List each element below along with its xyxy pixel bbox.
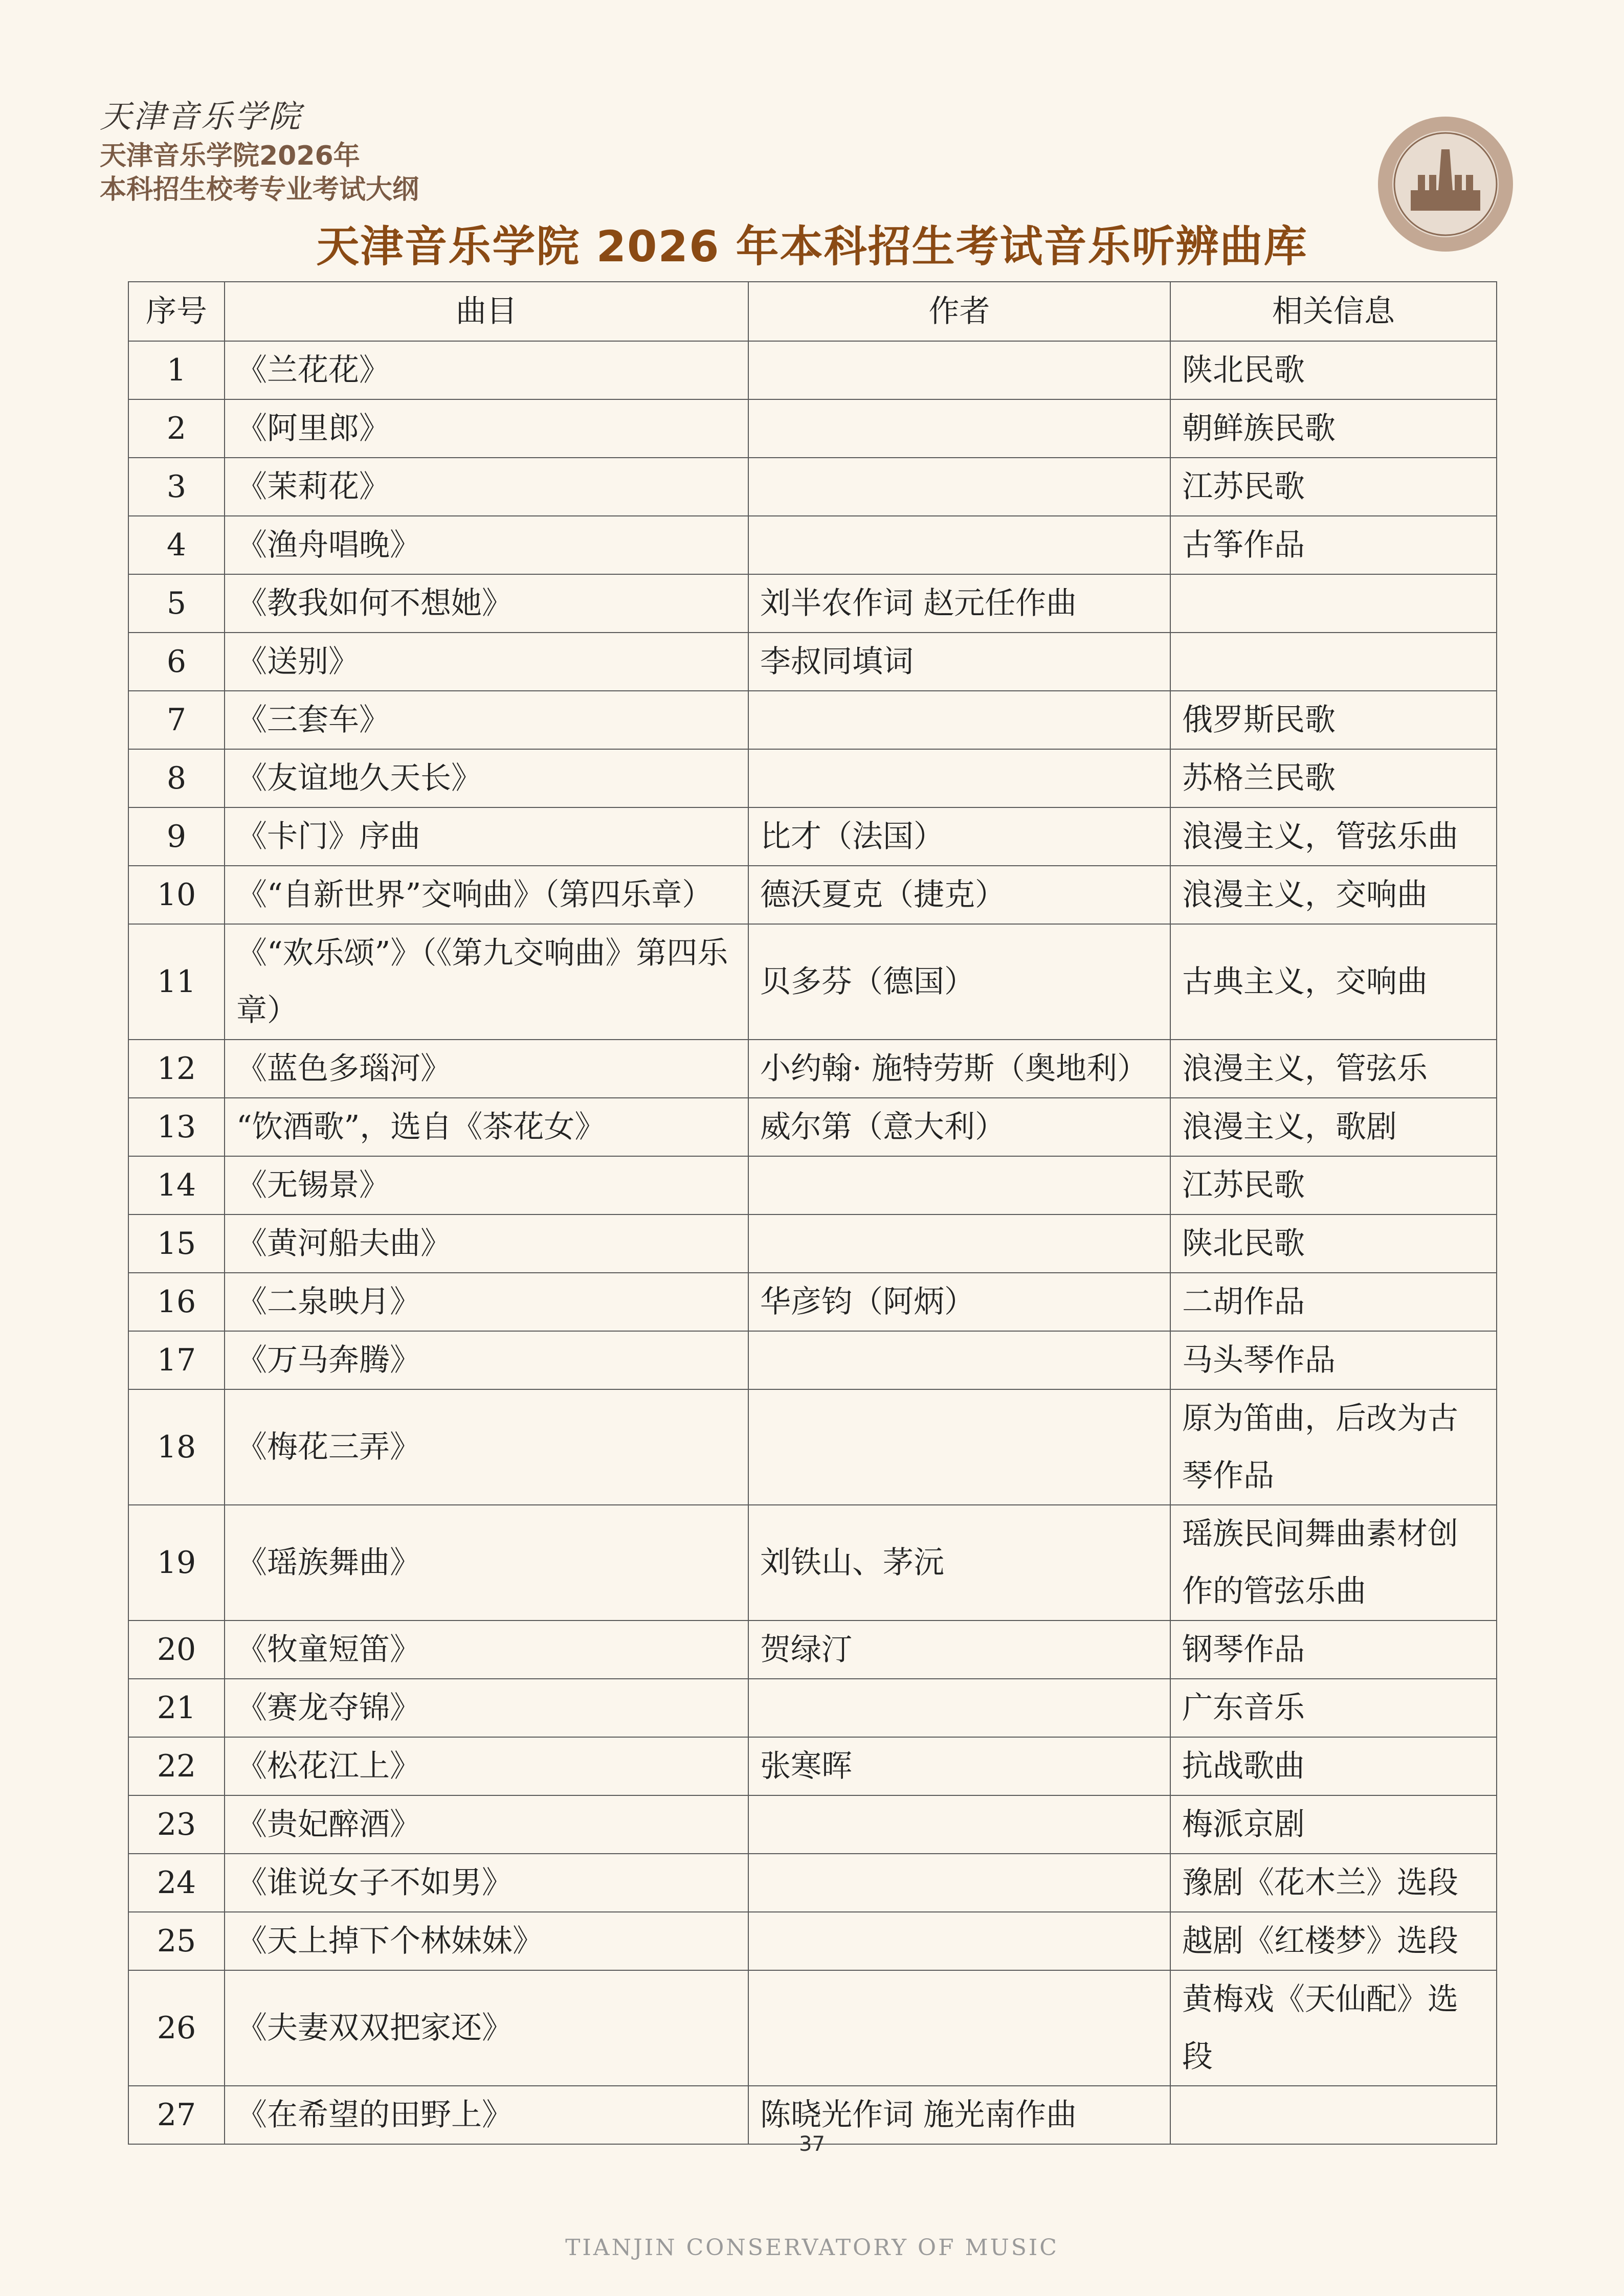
header-title: 曲目 xyxy=(225,282,748,341)
table-row xyxy=(128,1098,1497,1156)
row-author: 刘铁山、茅沅 xyxy=(748,1505,1170,1620)
row-info: 浪漫主义，管弦乐曲 xyxy=(1170,807,1497,866)
row-info: 黄梅戏《天仙配》选段 xyxy=(1170,1970,1497,2086)
table-row xyxy=(128,866,1497,924)
row-title: 《黄河船夫曲》 xyxy=(225,1214,748,1273)
row-number: 8 xyxy=(128,749,225,807)
row-info: 越剧《红楼梦》选段 xyxy=(1170,1912,1497,1970)
row-info: 陕北民歌 xyxy=(1170,341,1497,399)
row-number: 14 xyxy=(128,1156,225,1214)
row-title: 《万马奔腾》 xyxy=(225,1331,748,1389)
row-title: 《贵妃醉酒》 xyxy=(225,1795,748,1854)
row-info: 俄罗斯民歌 xyxy=(1170,691,1497,749)
row-author xyxy=(748,1214,1170,1273)
row-number: 25 xyxy=(128,1912,225,1970)
row-number: 13 xyxy=(128,1098,225,1156)
row-info: 二胡作品 xyxy=(1170,1273,1497,1331)
table-header-row xyxy=(128,282,1497,341)
row-title: 《谁说女子不如男》 xyxy=(225,1854,748,1912)
row-info: 马头琴作品 xyxy=(1170,1331,1497,1389)
row-info: 江苏民歌 xyxy=(1170,1156,1497,1214)
table-row xyxy=(128,924,1497,1040)
row-author xyxy=(748,399,1170,458)
row-number: 3 xyxy=(128,458,225,516)
row-title: 《瑶族舞曲》 xyxy=(225,1505,748,1620)
row-author: 威尔第（意大利） xyxy=(748,1098,1170,1156)
row-title: 《夫妻双双把家还》 xyxy=(225,1970,748,2086)
row-number: 16 xyxy=(128,1273,225,1331)
row-info xyxy=(1170,574,1497,633)
row-title: 《无锡景》 xyxy=(225,1156,748,1214)
row-title: 《阿里郎》 xyxy=(225,399,748,458)
row-title: 《卡门》序曲 xyxy=(225,807,748,866)
table-row xyxy=(128,1854,1497,1912)
row-number: 11 xyxy=(128,924,225,1040)
row-number: 22 xyxy=(128,1737,225,1795)
row-author: 小约翰· 施特劳斯（奥地利） xyxy=(748,1040,1170,1098)
table-row xyxy=(128,1795,1497,1854)
row-info: 浪漫主义，交响曲 xyxy=(1170,866,1497,924)
row-number: 20 xyxy=(128,1620,225,1679)
row-title: 《梅花三弄》 xyxy=(225,1389,748,1505)
row-title: 《友谊地久天长》 xyxy=(225,749,748,807)
row-title: 《天上掉下个林妹妹》 xyxy=(225,1912,748,1970)
row-author xyxy=(748,458,1170,516)
row-info: 古典主义，交响曲 xyxy=(1170,924,1497,1040)
row-author xyxy=(748,1156,1170,1214)
row-author: 华彦钧（阿炳） xyxy=(748,1273,1170,1331)
header-no: 序号 xyxy=(128,282,225,341)
row-author: 贝多芬（德国） xyxy=(748,924,1170,1040)
page-number: 37 xyxy=(799,2132,825,2156)
table-row xyxy=(128,691,1497,749)
row-author: 李叔同填词 xyxy=(748,633,1170,691)
row-number: 12 xyxy=(128,1040,225,1098)
row-title: 《“自新世界”交响曲》（第四乐章） xyxy=(225,866,748,924)
row-title: 《教我如何不想她》 xyxy=(225,574,748,633)
row-author xyxy=(748,1795,1170,1854)
table-row xyxy=(128,516,1497,574)
row-number: 5 xyxy=(128,574,225,633)
row-title: 《三套车》 xyxy=(225,691,748,749)
table-row xyxy=(128,633,1497,691)
row-title: 《兰花花》 xyxy=(225,341,748,399)
table-row xyxy=(128,341,1497,399)
row-title: 《送别》 xyxy=(225,633,748,691)
row-number: 19 xyxy=(128,1505,225,1620)
header-line-1: 天津音乐学院2026年 xyxy=(100,141,360,171)
row-info xyxy=(1170,633,1497,691)
table-row xyxy=(128,1389,1497,1505)
row-author xyxy=(748,1331,1170,1389)
row-author: 陈晓光作词 施光南作曲 xyxy=(748,2086,1170,2144)
row-title: 《茉莉花》 xyxy=(225,458,748,516)
row-info: 钢琴作品 xyxy=(1170,1620,1497,1679)
table-row xyxy=(128,399,1497,458)
row-info: 古筝作品 xyxy=(1170,516,1497,574)
table-row xyxy=(128,749,1497,807)
row-info: 豫剧《花木兰》选段 xyxy=(1170,1854,1497,1912)
row-number: 27 xyxy=(128,2086,225,2144)
row-author: 德沃夏克（捷克） xyxy=(748,866,1170,924)
header-info: 相关信息 xyxy=(1170,282,1497,341)
table-row xyxy=(128,1970,1497,2086)
row-number: 23 xyxy=(128,1795,225,1854)
row-title: 《在希望的田野上》 xyxy=(225,2086,748,2144)
table-row xyxy=(128,807,1497,866)
row-author xyxy=(748,749,1170,807)
table-row xyxy=(128,1505,1497,1620)
row-author xyxy=(748,1970,1170,2086)
row-info: 陕北民歌 xyxy=(1170,1214,1497,1273)
row-title: 《赛龙夺锦》 xyxy=(225,1679,748,1737)
row-author: 张寒晖 xyxy=(748,1737,1170,1795)
table-row xyxy=(128,1273,1497,1331)
table-row xyxy=(128,1331,1497,1389)
table-row xyxy=(128,1040,1497,1098)
table-row xyxy=(128,1737,1497,1795)
row-number: 6 xyxy=(128,633,225,691)
row-author: 比才（法国） xyxy=(748,807,1170,866)
row-info: 苏格兰民歌 xyxy=(1170,749,1497,807)
header-author: 作者 xyxy=(748,282,1170,341)
row-info: 原为笛曲，后改为古琴作品 xyxy=(1170,1389,1497,1505)
row-author xyxy=(748,1912,1170,1970)
table-row xyxy=(128,1620,1497,1679)
row-number: 2 xyxy=(128,399,225,458)
row-info: 广东音乐 xyxy=(1170,1679,1497,1737)
row-number: 17 xyxy=(128,1331,225,1389)
row-number: 9 xyxy=(128,807,225,866)
row-author xyxy=(748,1389,1170,1505)
row-number: 10 xyxy=(128,866,225,924)
row-number: 18 xyxy=(128,1389,225,1505)
footer-text: TIANJIN CONSERVATORY OF MUSIC xyxy=(565,2235,1059,2261)
table-row xyxy=(128,574,1497,633)
page-title: 天津音乐学院 2026 年本科招生考试音乐听辨曲库 xyxy=(316,221,1308,272)
row-info: 梅派京剧 xyxy=(1170,1795,1497,1854)
row-info: 江苏民歌 xyxy=(1170,458,1497,516)
table-row xyxy=(128,1912,1497,1970)
table-row xyxy=(128,1679,1497,1737)
row-author xyxy=(748,1854,1170,1912)
row-title: 《“欢乐颂”》（《第九交响曲》第四乐章） xyxy=(225,924,748,1040)
row-info: 朝鲜族民歌 xyxy=(1170,399,1497,458)
row-title: “饮酒歌”，选自《茶花女》 xyxy=(225,1098,748,1156)
row-author: 刘半农作词 赵元任作曲 xyxy=(748,574,1170,633)
row-author xyxy=(748,691,1170,749)
row-number: 26 xyxy=(128,1970,225,2086)
row-number: 21 xyxy=(128,1679,225,1737)
row-title: 《渔舟唱晚》 xyxy=(225,516,748,574)
row-info: 浪漫主义，歌剧 xyxy=(1170,1098,1497,1156)
music-table xyxy=(128,281,1497,2145)
table-row xyxy=(128,1156,1497,1214)
calligraphy-logo: 天津音乐学院 xyxy=(100,98,303,135)
row-author: 贺绿汀 xyxy=(748,1620,1170,1679)
row-info: 瑶族民间舞曲素材创作的管弦乐曲 xyxy=(1170,1505,1497,1620)
row-number: 15 xyxy=(128,1214,225,1273)
row-info: 浪漫主义，管弦乐 xyxy=(1170,1040,1497,1098)
row-number: 7 xyxy=(128,691,225,749)
row-author xyxy=(748,1679,1170,1737)
row-title: 《蓝色多瑙河》 xyxy=(225,1040,748,1098)
row-number: 1 xyxy=(128,341,225,399)
row-info: 抗战歌曲 xyxy=(1170,1737,1497,1795)
row-author xyxy=(748,341,1170,399)
header-line-2: 本科招生校考专业考试大纲 xyxy=(100,174,419,205)
row-title: 《牧童短笛》 xyxy=(225,1620,748,1679)
row-number: 4 xyxy=(128,516,225,574)
table-row xyxy=(128,458,1497,516)
row-title: 《二泉映月》 xyxy=(225,1273,748,1331)
row-author xyxy=(748,516,1170,574)
row-number: 24 xyxy=(128,1854,225,1912)
table-row xyxy=(128,1214,1497,1273)
row-title: 《松花江上》 xyxy=(225,1737,748,1795)
